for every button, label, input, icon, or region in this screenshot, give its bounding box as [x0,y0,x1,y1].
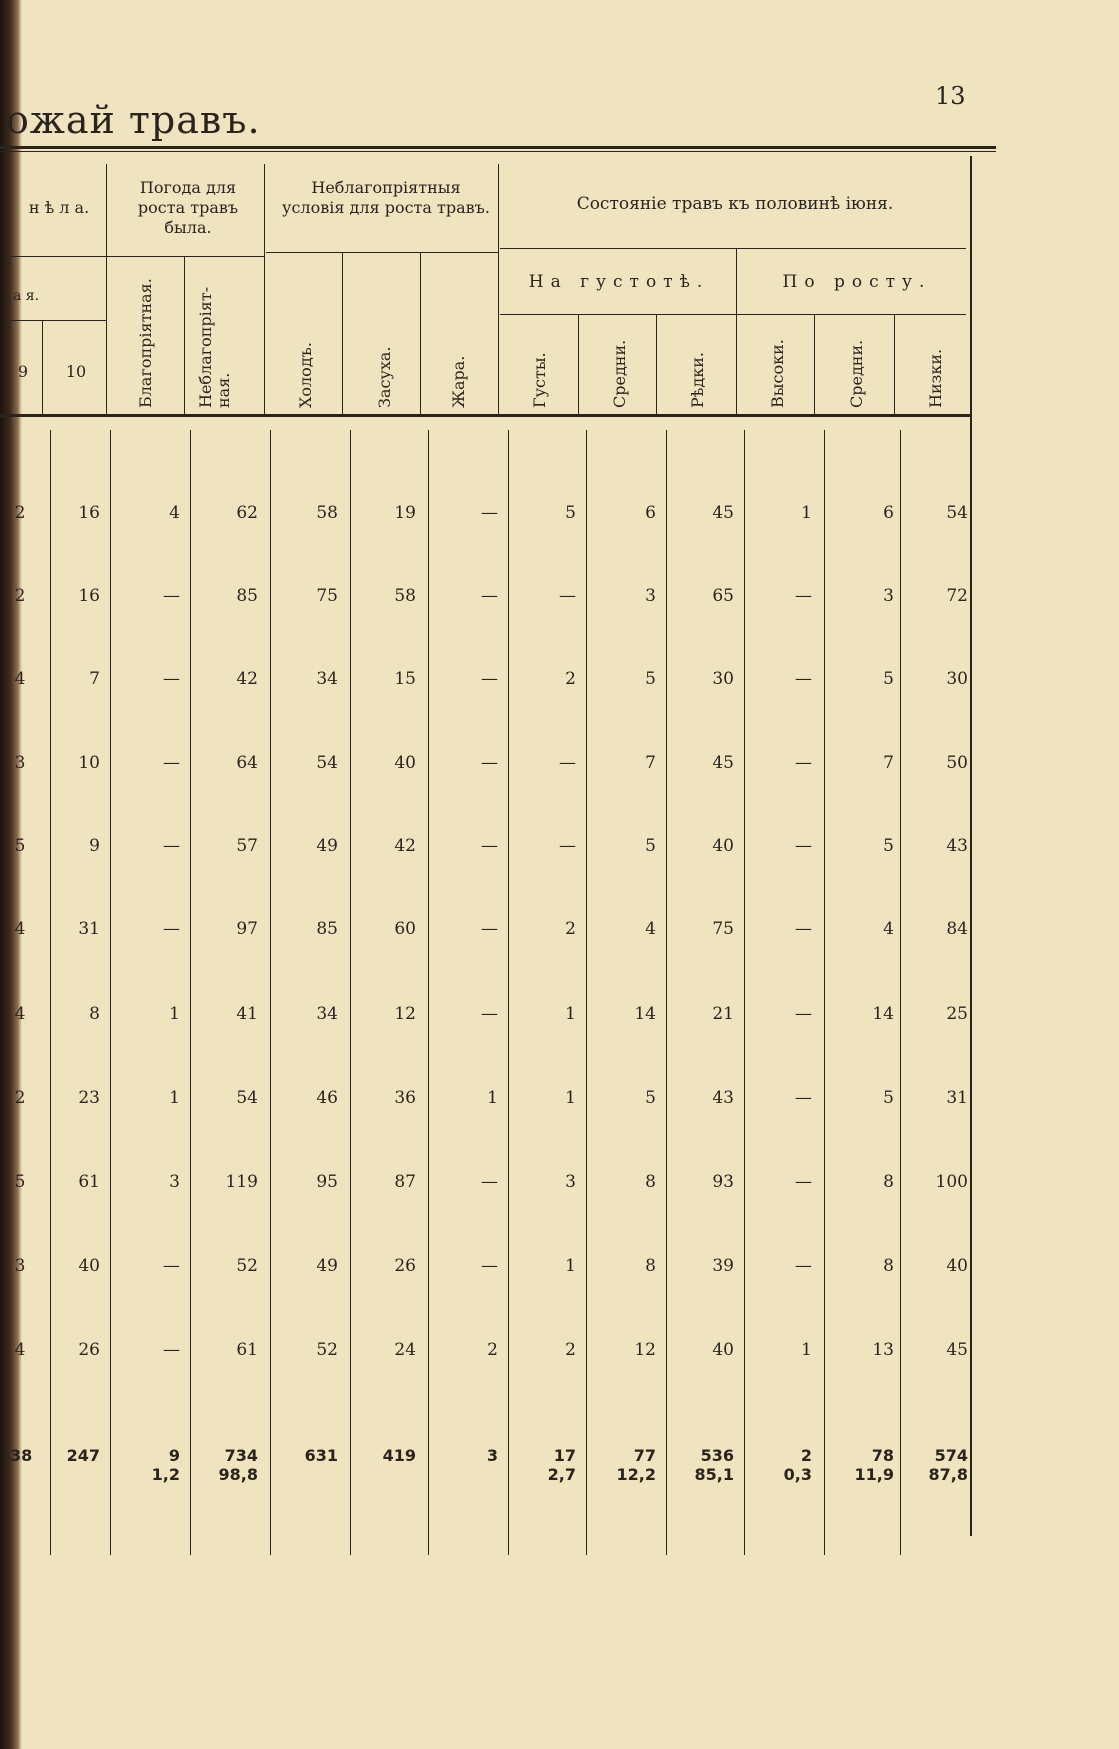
total-value: 17 [553,1446,576,1465]
total-value: 631 [304,1446,338,1465]
heat-column-header: Жара. [449,355,468,408]
cell-heat: — [481,1256,498,1276]
cell-medium-density: 3 [645,586,656,606]
weather-group-label: Погода для роста травъ была. [137,178,239,237]
header-divider [656,314,657,414]
cell-cold: 54 [316,753,338,773]
body-divider [350,430,351,1555]
cell-favorable: 3 [169,1172,180,1192]
cell-sparse: 45 [712,753,734,773]
total-percent: 98,8 [218,1465,258,1484]
total-value: 2 [800,1446,812,1465]
cell-unfavorable: 57 [236,836,258,856]
total-value: 3 [486,1446,498,1465]
cell-heat: — [481,1004,498,1024]
total-value: 419 [382,1446,416,1465]
cell-short: 72 [946,586,968,606]
total-value: 78 [871,1446,894,1465]
cell-heat: — [481,586,498,606]
cell-dense: 1 [565,1088,576,1108]
state-group-label: Состояніе травъ къ половинѣ іюня. [576,194,894,214]
cell-medium-growth: 5 [883,836,894,856]
cell-drought: 24 [394,1340,416,1360]
body-divider [190,430,191,1555]
cell-medium-growth: 13 [872,1340,894,1360]
cell-medium-growth: 3 [883,586,894,606]
cell-district-b: 23 [78,1088,100,1108]
total-percent: 2,7 [547,1465,576,1484]
left-subgroup-label: а я. [12,288,40,304]
cell-district-a: 2 [14,503,26,523]
total-value: 77 [633,1446,656,1465]
cell-tall: 1 [801,1340,812,1360]
cell-tall: — [795,669,812,689]
cell-sparse: 40 [712,1340,734,1360]
header-subrule [10,320,106,321]
growth-group-label: По росту. [782,272,932,292]
col0-number-label: 9 [17,362,29,381]
cell-sparse: 65 [712,586,734,606]
total-cold [274,1446,338,1465]
cell-district-b: 61 [78,1172,100,1192]
body-divider [270,430,271,1555]
header-divider [106,164,107,414]
cell-heat: — [481,669,498,689]
total-value: 574 [934,1446,968,1465]
body-divider [824,430,825,1555]
medium-density-column-header: Средни. [610,339,629,408]
cell-short: 84 [946,919,968,939]
cell-district-a: 3 [14,1256,26,1276]
cell-favorable: — [163,919,180,939]
cell-medium-density: 5 [645,1088,656,1108]
cell-district-b: 31 [78,919,100,939]
cell-unfavorable: 54 [236,1088,258,1108]
density-group-label: На густотѣ. [528,272,710,292]
cell-tall: — [795,1004,812,1024]
cell-short: 43 [946,836,968,856]
cell-cold: 58 [316,503,338,523]
cell-dense: 2 [565,919,576,939]
table-right-border [970,156,972,1536]
cell-medium-growth: 14 [872,1004,894,1024]
cell-district-a: 3 [14,753,26,773]
cell-dense: — [559,753,576,773]
favorable-column-header: Благопріятная. [136,278,155,408]
total-dense [512,1446,576,1484]
cell-drought: 87 [394,1172,416,1192]
cold-column-header: Холодъ. [296,342,315,408]
cell-drought: 42 [394,836,416,856]
cell-unfavorable: 97 [236,919,258,939]
cell-medium-density: 8 [645,1172,656,1192]
cell-drought: 36 [394,1088,416,1108]
cell-sparse: 21 [712,1004,734,1024]
cell-medium-density: 5 [645,836,656,856]
body-divider [110,430,111,1555]
cell-district-a: 4 [14,1340,26,1360]
cell-sparse: 43 [712,1088,734,1108]
cell-short: 45 [946,1340,968,1360]
cell-sparse: 75 [712,919,734,939]
cell-sparse: 39 [712,1256,734,1276]
cell-favorable: — [163,586,180,606]
cell-medium-density: 14 [634,1004,656,1024]
unfavorable-column-header: Неблагопріят-ная. [196,286,233,408]
cell-drought: 26 [394,1256,416,1276]
cell-unfavorable: 62 [236,503,258,523]
cell-tall: 1 [801,503,812,523]
cell-unfavorable: 52 [236,1256,258,1276]
cell-favorable: — [163,836,180,856]
header-subrule [266,252,498,253]
cell-heat: 1 [487,1088,498,1108]
total-medium-growth [830,1446,894,1484]
total-value: 536 [700,1446,734,1465]
total-percent: 87,8 [928,1465,968,1484]
title-rule [0,146,996,152]
cell-district-b: 40 [78,1256,100,1276]
header-divider [342,252,343,414]
cell-short: 50 [946,753,968,773]
body-divider [744,430,745,1555]
total-short [904,1446,968,1484]
cell-district-b: 8 [89,1004,100,1024]
total-value: 9 [168,1446,180,1465]
cell-cold: 49 [316,1256,338,1276]
body-divider [508,430,509,1555]
total-unfavorable [194,1446,258,1484]
cell-district-a: 4 [14,919,26,939]
page-number: 13 [935,82,966,110]
body-divider [666,430,667,1555]
cell-tall: — [795,836,812,856]
cell-district-b: 10 [78,753,100,773]
cell-favorable: 1 [169,1004,180,1024]
cell-medium-density: 8 [645,1256,656,1276]
cell-medium-growth: 6 [883,503,894,523]
cell-unfavorable: 119 [225,1172,258,1192]
dense-column-header: Густы. [530,352,549,408]
cell-district-b: 26 [78,1340,100,1360]
body-divider [428,430,429,1555]
header-bottom-rule [0,414,972,417]
cell-favorable: — [163,753,180,773]
header-subrule [500,314,966,315]
cell-favorable: — [163,1340,180,1360]
total-favorable [116,1446,180,1484]
cell-short: 25 [946,1004,968,1024]
sparse-column-header: Рѣдки. [688,351,707,408]
cell-dense: — [559,586,576,606]
total-drought [352,1446,416,1465]
cell-sparse: 93 [712,1172,734,1192]
header-divider [184,256,185,414]
body-divider [900,430,901,1555]
book-binding-edge [0,0,22,1749]
cell-medium-growth: 8 [883,1256,894,1276]
total-value: 734 [224,1446,258,1465]
cell-dense: 2 [565,669,576,689]
header-divider [578,314,579,414]
cell-district-b: 16 [78,586,100,606]
cell-cold: 49 [316,836,338,856]
cell-medium-growth: 5 [883,1088,894,1108]
total-medium-density [592,1446,656,1484]
cell-unfavorable: 61 [236,1340,258,1360]
cell-drought: 12 [394,1004,416,1024]
cell-drought: 60 [394,919,416,939]
header-divider [814,314,815,414]
cell-drought: 40 [394,753,416,773]
cell-heat: — [481,753,498,773]
cell-cold: 95 [316,1172,338,1192]
cell-district-a: 2 [14,586,26,606]
header-divider [894,314,895,414]
cell-favorable: 1 [169,1088,180,1108]
cell-dense: — [559,836,576,856]
body-divider [586,430,587,1555]
cell-district-a: 4 [14,1004,26,1024]
cell-unfavorable: 85 [236,586,258,606]
cell-heat: — [481,1172,498,1192]
cell-drought: 58 [394,586,416,606]
total-percent: 12,2 [616,1465,656,1484]
cell-short: 31 [946,1088,968,1108]
total-district-b [36,1446,100,1465]
cell-medium-density: 5 [645,669,656,689]
cell-dense: 2 [565,1340,576,1360]
adverse-group-label: Неблагопріятныя условія для роста травъ. [282,178,490,217]
cell-dense: 5 [565,503,576,523]
cell-heat: — [481,836,498,856]
cell-unfavorable: 64 [236,753,258,773]
cell-medium-density: 4 [645,919,656,939]
cell-sparse: 30 [712,669,734,689]
cell-short: 40 [946,1256,968,1276]
cell-district-b: 7 [89,669,100,689]
cell-medium-growth: 5 [883,669,894,689]
total-tall [748,1446,812,1484]
cell-medium-density: 12 [634,1340,656,1360]
header-subrule [500,248,966,249]
cell-sparse: 45 [712,503,734,523]
cell-favorable: — [163,1256,180,1276]
drought-column-header: Засуха. [375,346,394,408]
tall-column-header: Высоки. [768,339,787,408]
total-percent: 0,3 [783,1465,812,1484]
cell-dense: 1 [565,1004,576,1024]
cell-cold: 85 [316,919,338,939]
cell-district-a: 5 [14,836,26,856]
cell-tall: — [795,1256,812,1276]
total-percent: 1,2 [151,1465,180,1484]
cell-district-a: 2 [14,1088,26,1108]
cell-tall: — [795,1088,812,1108]
header-divider [420,252,421,414]
header-divider [498,164,499,414]
left-group-label: н ѣ л а. [28,198,90,217]
total-value: 247 [66,1446,100,1465]
cell-unfavorable: 41 [236,1004,258,1024]
cell-short: 30 [946,669,968,689]
cell-drought: 15 [394,669,416,689]
medium-growth-column-header: Средни. [847,339,866,408]
cell-short: 100 [935,1172,968,1192]
header-divider [42,320,43,414]
header-subrule [10,256,106,257]
cell-medium-density: 7 [645,753,656,773]
cell-cold: 34 [316,669,338,689]
cell-short: 54 [946,503,968,523]
page-title: ожай травъ. [6,98,261,142]
cell-tall: — [795,753,812,773]
cell-dense: 1 [565,1256,576,1276]
cell-district-a: 5 [14,1172,26,1192]
cell-medium-growth: 4 [883,919,894,939]
cell-drought: 19 [394,503,416,523]
cell-cold: 46 [316,1088,338,1108]
cell-heat: — [481,919,498,939]
cell-favorable: 4 [169,503,180,523]
cell-cold: 52 [316,1340,338,1360]
total-heat [434,1446,498,1465]
cell-tall: — [795,586,812,606]
short-column-header: Низки. [926,348,945,408]
cell-tall: — [795,919,812,939]
cell-sparse: 40 [712,836,734,856]
cell-cold: 75 [316,586,338,606]
header-subrule [106,256,264,257]
cell-district-b: 9 [89,836,100,856]
cell-cold: 34 [316,1004,338,1024]
cell-district-b: 16 [78,503,100,523]
header-divider [736,248,737,414]
cell-favorable: — [163,669,180,689]
cell-unfavorable: 42 [236,669,258,689]
cell-dense: 3 [565,1172,576,1192]
cell-medium-growth: 7 [883,753,894,773]
header-divider [264,164,265,414]
cell-tall: — [795,1172,812,1192]
total-sparse [670,1446,734,1484]
cell-district-a: 4 [14,669,26,689]
total-value: 38 [10,1446,33,1465]
cell-heat: 2 [487,1340,498,1360]
total-percent: 85,1 [694,1465,734,1484]
cell-heat: — [481,503,498,523]
cell-medium-growth: 8 [883,1172,894,1192]
col1-number-label: 10 [65,362,87,381]
cell-medium-density: 6 [645,503,656,523]
total-district-a [10,1446,33,1465]
total-percent: 11,9 [854,1465,894,1484]
